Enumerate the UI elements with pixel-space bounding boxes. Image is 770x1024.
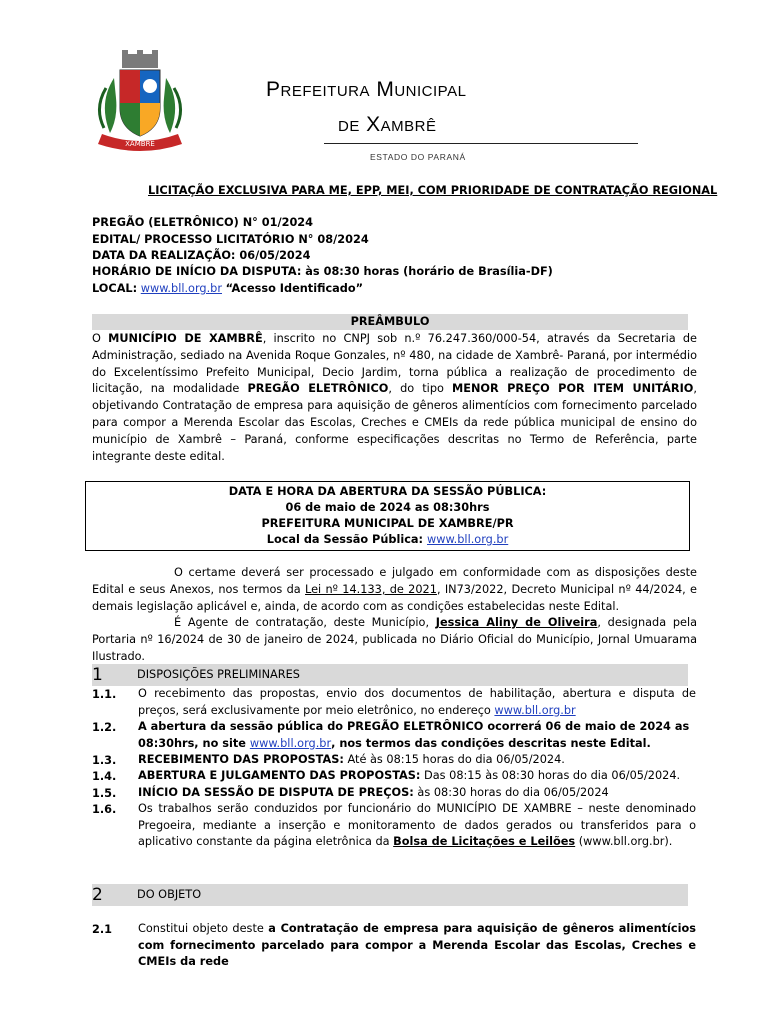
session-box-line1: DATA E HORA DA ABERTURA DA SESSÃO PÚBLICA: [228, 485, 547, 498]
agent-text: É Agente de contratação, deste Município, [174, 616, 436, 629]
item-number: 1.1. [92, 688, 117, 701]
session-local-label: Local da Sessão Pública: [266, 533, 427, 546]
item-number: 1.3. [92, 754, 117, 767]
certame-text: O certame deverá ser processado e julgado em conformidade com as disposições deste Edital e seus Anexos, nos termos da [92, 566, 697, 596]
item-label: RECEBIMENTO DAS PROPOSTAS: [138, 753, 344, 766]
item-1-4 [138, 768, 696, 785]
section-2-title: DO OBJETO [137, 888, 202, 901]
item-1-5 [138, 785, 696, 802]
preambulo-text: O [92, 332, 109, 345]
agent-name: Jessica Aliny de Oliveira [435, 616, 598, 629]
preambulo-paragraph [92, 331, 697, 465]
item-text: O recebimento das propostas, envio dos documentos de habilitação, abertura e disputa de preços, será exclusivamente por meio eletrônico, no endereço [138, 687, 696, 717]
tipo: MENOR PREÇO POR ITEM UNITÁRIO [452, 382, 694, 396]
municipio-name: MUNICÍPIO DE XAMBRÊ [108, 332, 263, 345]
section-1-header [92, 664, 688, 686]
preambulo-text: , inscrito no CNPJ sob n.º 76.247.360/000-54, através da Secretaria de Administração, sediado na Avenida Roque Gonzales, nº 480, na cidade de Xambrê- Paraná, por intermédio do Excelentíssimo Prefeito Municipal, Decio Jardim, torna pública a realização de procedimento de licitação, na modalidade [92, 332, 697, 396]
item-1-1 [138, 686, 696, 719]
local-label: LOCAL: [92, 282, 138, 295]
item-text: Constitui objeto deste [138, 922, 269, 935]
agent-text: , designada pela Portaria nº 16/2024 de 30 de janeiro de 2024, publicada no Diário Oficial do Município, Jornal Umuarama Ilustrado. [92, 616, 698, 663]
item-link[interactable]: www.bll.org.br [249, 736, 332, 750]
section-1-title: DISPOSIÇÕES PRELIMINARES [137, 668, 300, 681]
header-rule [324, 143, 638, 144]
preambulo-text: , objetivando Contratação de empresa para aquisição de gêneros alimentícios com fornecimento parcelado para compor a Merenda Escolar das Escolas, Creches e CMEIs da rede pública municipal de ensino do município de Xambrê – Paraná, conforme especificações descritas no Termo de Referência, parte integrante deste edital. [92, 382, 697, 463]
item-number: 1.2. [92, 721, 117, 734]
law-reference: Lei nº 14.133, de 2021 [305, 582, 437, 596]
section-2-header [92, 884, 688, 906]
session-box-line3: PREFEITURA MUNICIPAL DE XAMBRE/PR [261, 517, 514, 530]
pregao-number: PREGÃO (ELETRÔNICO) N° 01/2024 [92, 216, 314, 229]
local-link[interactable]: www.bll.org.br [140, 282, 222, 295]
bll-name: Bolsa de Licitações e Leilões [393, 835, 576, 849]
item-text: Das 08:15 às 08:30 horas do dia 06/05/2024. [420, 769, 681, 782]
section-1-number: 1 [92, 665, 103, 685]
session-box [85, 481, 690, 551]
item-number: 1.5. [92, 787, 117, 800]
realization-date: DATA DA REALIZAÇÃO: 06/05/2024 [92, 249, 311, 262]
session-box-line2: 06 de maio de 2024 as 08:30hrs [285, 501, 490, 514]
item-text: (www.bll.org.br). [575, 835, 673, 849]
item-2-1 [138, 921, 696, 971]
item-text: Os trabalhos serão conduzidos por funcionário do MUNICÍPIO DE XAMBRE – neste denominado Pregoeira, mediante a inserção e monitoramento de dados gerados ou transferidos para o aplicativo constante da página eletrônica da [138, 802, 696, 849]
dispute-time: HORÁRIO DE INÍCIO DA DISPUTA: às 08:30 horas (horário de Brasília-DF) [92, 265, 553, 278]
item-text: Até às 08:15 horas do dia 06/05/2024. [343, 753, 565, 766]
local-suffix: “Acesso Identificado” [225, 282, 364, 295]
item-link[interactable]: www.bll.org.br [494, 703, 576, 717]
preambulo-heading: PREÂMBULO [92, 314, 688, 330]
header-title-line1: Prefeitura Municipal [266, 78, 467, 98]
item-number: 2.1 [92, 923, 113, 936]
coat-of-arms-logo [92, 48, 188, 158]
header-state: ESTADO DO PARANÁ [370, 152, 466, 162]
item-text: , nos termos das condições descritas neste Edital. [331, 736, 651, 750]
certame-text: , IN73/2022, Decreto Municipal nº 44/2024, e demais legislação aplicável e, ainda, de acordo com as condições estabelecidas neste Edital. [92, 582, 698, 613]
item-text: às 08:30 horas do dia 06/05/2024 [413, 786, 609, 799]
item-number: 1.4. [92, 770, 117, 783]
item-1-6 [138, 801, 696, 851]
item-label: ABERTURA E JULGAMENTO DAS PROPOSTAS: [138, 769, 421, 782]
item-number: 1.6. [92, 803, 117, 816]
session-box-line4 [86, 531, 689, 548]
edital-number: EDITAL/ PROCESSO LICITATÓRIO N° 08/2024 [92, 233, 369, 246]
preambulo-text: , do tipo [388, 382, 452, 396]
local-line [92, 280, 363, 297]
item-label: INÍCIO DA SESSÃO DE DISPUTA DE PREÇOS: [138, 786, 414, 799]
section-2-number: 2 [92, 885, 103, 905]
coat-of-arms-ribbon-text: XAMBRÊ [125, 140, 155, 148]
certame-paragraph [92, 565, 697, 615]
modalidade: PREGÃO ELETRÔNICO [247, 382, 389, 396]
exclusivity-notice: LICITAÇÃO EXCLUSIVA PARA ME, EPP, MEI, COM PRIORIDADE DE CONTRATAÇÃO REGIONAL [148, 184, 718, 197]
objeto-text: a Contratação de empresa para aquisição de gêneros alimentícios com fornecimento parcelado para compor a Merenda Escolar das Escolas, Creches e CMEIs da rede [138, 922, 696, 969]
agent-paragraph [92, 615, 697, 665]
item-1-2 [138, 719, 696, 752]
item-text: A abertura da sessão pública do PREGÃO ELETRÔNICO ocorrerá 06 de maio de 2024 as 08:30hrs, no site [138, 720, 690, 750]
session-local-link[interactable]: www.bll.org.br [426, 533, 509, 546]
item-1-3 [138, 752, 696, 769]
header-title-line2: de Xambrê [338, 113, 437, 136]
